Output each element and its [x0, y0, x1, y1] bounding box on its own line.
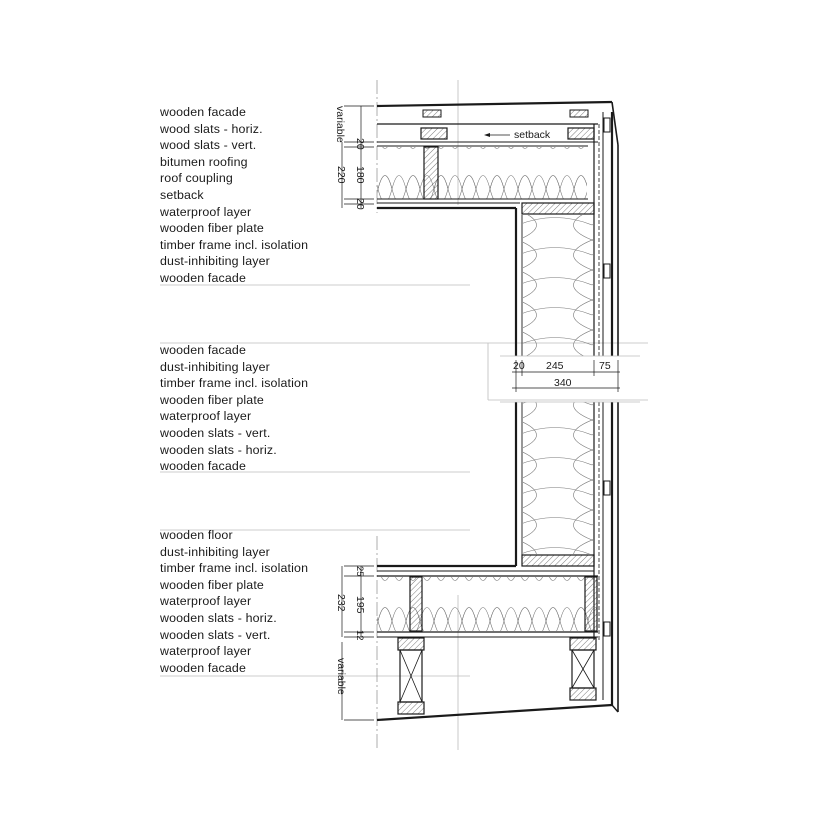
floor-dim-25: 25: [354, 566, 365, 577]
floor-dim-12: 12: [354, 630, 365, 641]
floor-dim-232: 232: [335, 594, 347, 612]
wall-layer-2: dust-inhibiting layer: [160, 359, 270, 374]
floor-dimensions: [342, 566, 374, 720]
floor-layer-3: timber frame incl. isolation: [160, 561, 309, 576]
roof-layer-1: wooden facade: [160, 105, 246, 119]
roof-layer-7: waterproof layer: [160, 204, 252, 219]
floor-layer-9: wooden facade: [160, 660, 246, 675]
floor-layer-5: waterproof layer: [160, 594, 252, 609]
roof-layer-10: dust-inhibiting layer: [160, 254, 270, 269]
wall-layer-7: wooden slats - horiz.: [160, 442, 277, 457]
floor-layer-4: wooden fiber plate: [160, 577, 264, 592]
wall-layer-8: wooden facade: [160, 459, 246, 474]
setback-label: setback: [514, 129, 551, 141]
roof-dim-20-bottom: 20: [354, 198, 366, 210]
roof-layer-3: wood slats - vert.: [160, 138, 257, 153]
roof-dim-180: 180: [354, 166, 366, 184]
floor-dim-195: 195: [354, 596, 366, 614]
floor-layer-legend: [160, 527, 308, 676]
wall-dim-245: 245: [546, 360, 564, 372]
wall-layer-5: waterproof layer: [160, 409, 252, 424]
roof-assembly: [377, 102, 618, 208]
wall-dim-75: 75: [599, 360, 611, 372]
roof-layer-2: wood slats - horiz.: [160, 121, 263, 136]
roof-layer-11: wooden facade: [160, 270, 246, 285]
wall-layer-3: timber frame incl. isolation: [160, 376, 309, 391]
wall-layer-1: wooden facade: [160, 343, 246, 357]
wall-layer-4: wooden fiber plate: [160, 392, 264, 407]
roof-layer-4: bitumen roofing: [160, 154, 248, 169]
floor-layer-6: wooden slats - horiz.: [160, 610, 277, 625]
floor-assembly: [377, 566, 618, 720]
roof-layer-5: roof coupling: [160, 171, 233, 186]
roof-layer-legend: [160, 104, 308, 287]
floor-dim-variable: variable: [335, 658, 347, 695]
roof-layer-6: setback: [160, 187, 204, 202]
wall-layer-legend: [160, 342, 308, 475]
roof-dim-variable: variable: [334, 106, 346, 143]
roof-layer-9: timber frame incl. isolation: [160, 237, 309, 252]
wall-dim-340: 340: [554, 377, 572, 389]
floor-layer-2: dust-inhibiting layer: [160, 544, 270, 559]
floor-layer-1: wooden floor: [160, 528, 233, 542]
floor-layer-7: wooden slats - vert.: [160, 627, 271, 642]
floor-layer-8: waterproof layer: [160, 644, 252, 659]
roof-dim-20-top: 20: [354, 138, 366, 150]
wall-dim-20: 20: [513, 360, 525, 372]
roof-dim-220: 220: [335, 166, 347, 184]
wall-layer-6: wooden slats - vert.: [160, 425, 271, 440]
roof-layer-8: wooden fiber plate: [160, 221, 264, 236]
